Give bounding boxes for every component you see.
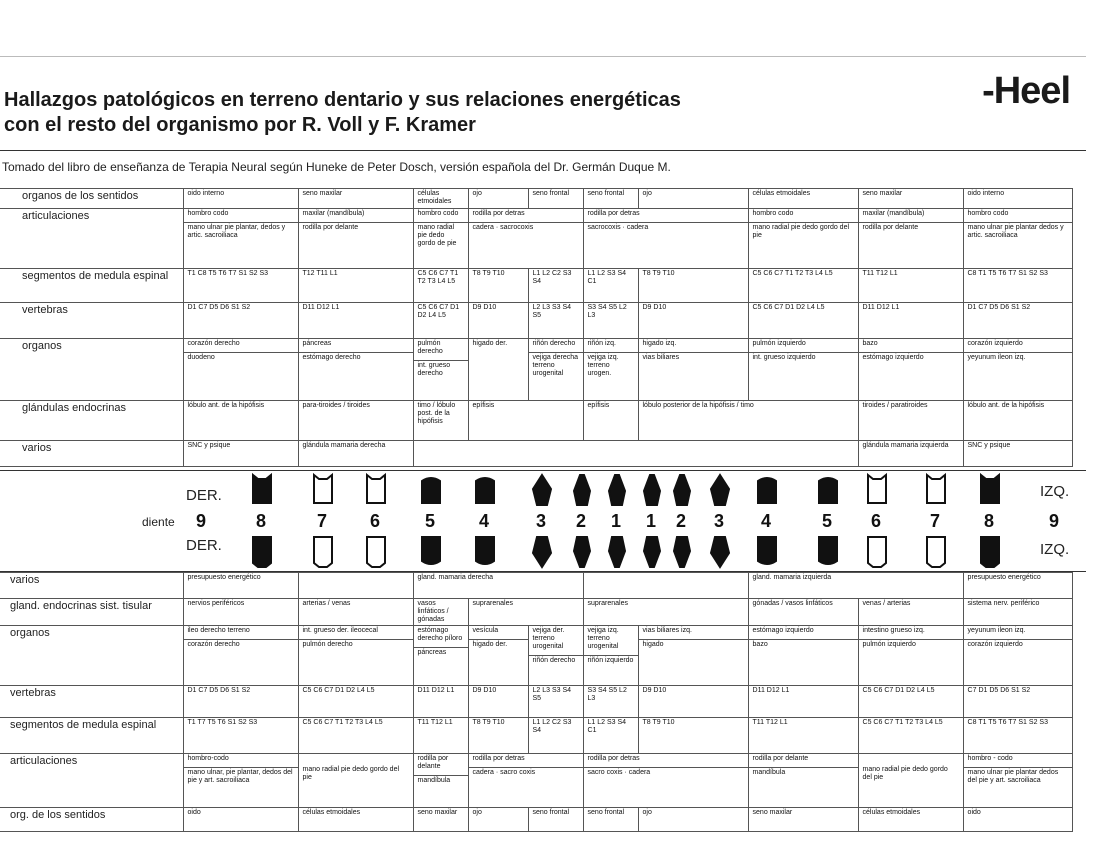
tooth-number: 9 bbox=[1049, 511, 1060, 531]
tooth-number: 5 bbox=[425, 511, 436, 531]
cell: ojo bbox=[638, 808, 748, 832]
tooth-icon bbox=[533, 537, 551, 567]
cell-a: tiroides bbox=[862, 402, 886, 409]
cell: lóbulo posterior de la hipófisis / timo bbox=[638, 401, 858, 441]
cell-b: riñón izquierdo bbox=[584, 655, 638, 666]
cell: D11 D12 L1 bbox=[748, 686, 858, 718]
cell-a: páncreas bbox=[302, 340, 332, 347]
tooth-icon bbox=[367, 475, 385, 503]
cell-a: intestino grueso izq. bbox=[862, 627, 925, 634]
cell: seno frontal bbox=[528, 808, 583, 832]
cell-a: vejiga der. terreno urogenital bbox=[532, 627, 565, 650]
cell bbox=[183, 754, 298, 808]
cell: D9 D10 bbox=[468, 686, 528, 718]
cell-b: mano radial pie dedo gordo del pie bbox=[749, 222, 858, 241]
cell-b: mano ulnar pie plantar dedos y artic. sacroiliaca bbox=[964, 222, 1072, 241]
cell: seno maxilar bbox=[858, 189, 963, 209]
cell bbox=[583, 209, 748, 269]
cell: seno frontal bbox=[583, 189, 638, 209]
cell: ojo bbox=[468, 189, 528, 209]
row-label-vertebras-lower: vertebras bbox=[0, 686, 183, 718]
cell: ojo bbox=[638, 189, 748, 209]
cell bbox=[963, 626, 1072, 686]
heel-logo: -Heel bbox=[982, 70, 1070, 112]
cell-b: vasos linfáticos bbox=[785, 600, 833, 607]
tooth-number: 7 bbox=[930, 511, 941, 531]
upper-table bbox=[0, 188, 1073, 467]
cell: D11 D12 L1 bbox=[298, 303, 413, 339]
tooth-number: 2 bbox=[676, 511, 687, 531]
cell: seno maxilar bbox=[413, 808, 468, 832]
cell bbox=[583, 339, 638, 401]
row-label-articulaciones: articulaciones bbox=[0, 209, 183, 269]
cell-a: timo bbox=[417, 402, 431, 409]
cell bbox=[183, 209, 298, 269]
cell bbox=[413, 339, 468, 401]
cell: vasos linfáticos / gónadas bbox=[413, 599, 468, 626]
cell bbox=[528, 339, 583, 401]
cell: sistema nerv. periférico bbox=[963, 599, 1072, 626]
cell-a: rodilla por detras bbox=[472, 755, 525, 762]
cell-a: vesícula bbox=[472, 627, 499, 634]
cell: L1 L2 S3 S4 C1 bbox=[583, 269, 638, 303]
cell-b: pulmón derecho bbox=[299, 639, 413, 650]
der-label-top: DER. bbox=[186, 487, 222, 504]
cell: suprarenales bbox=[468, 599, 583, 626]
cell: T8 T9 T10 bbox=[468, 718, 528, 754]
cell bbox=[298, 209, 413, 269]
tooth-icon bbox=[927, 537, 945, 567]
row-label-glandulas: glándulas endocrinas bbox=[0, 401, 183, 441]
tooth-icon bbox=[253, 475, 271, 503]
cell-a: hombro codo bbox=[752, 210, 794, 217]
tooth-icon bbox=[422, 537, 440, 564]
divider bbox=[0, 150, 1086, 151]
cell-b2: sacro coxis bbox=[500, 769, 536, 776]
row-label-segmentos: segmentos de medula espinal bbox=[0, 269, 183, 303]
cell-a: maxilar (mandíbula) bbox=[862, 210, 925, 217]
row-label-organos: organos bbox=[0, 339, 183, 401]
cell-a: bazo bbox=[862, 340, 878, 347]
cell-a: vasos linfáticos bbox=[417, 600, 445, 615]
cell-b: cadera · sacrocoxis bbox=[469, 222, 583, 233]
cell bbox=[413, 626, 468, 686]
cell: C5 C6 C7 T1 T2 T3 L4 L5 bbox=[858, 718, 963, 754]
cell bbox=[583, 626, 638, 686]
cell-b: int. grueso izquierdo bbox=[749, 352, 858, 363]
cell: glándula mamaria derecha bbox=[298, 441, 413, 467]
tooth-icon bbox=[868, 537, 886, 567]
title-line-1: Hallazgos patológicos en terreno dentario y sus relaciones energéticas bbox=[4, 89, 681, 111]
cell-b: vejiga derecha terreno urogenital bbox=[529, 352, 583, 379]
cell: tiroides / paratiroides bbox=[858, 401, 963, 441]
cell: S3 S4 S5 L2 L3 bbox=[583, 686, 638, 718]
tooth-icon bbox=[253, 537, 271, 567]
cell-b: corazón izquierdo bbox=[964, 639, 1072, 650]
tooth-icon bbox=[644, 475, 660, 505]
tooth-icon bbox=[367, 537, 385, 567]
cell-b: rodilla por delante bbox=[299, 222, 413, 233]
cell-a: venas bbox=[862, 600, 882, 607]
cell: timo / lóbulo post. de la hipófisis bbox=[413, 401, 468, 441]
diente-label: diente bbox=[142, 515, 175, 529]
cell: glándula mamaria izquierda bbox=[858, 441, 963, 467]
cell: oido interno bbox=[963, 189, 1072, 209]
cell: C8 T1 T5 T6 T7 S1 S2 S3 bbox=[963, 269, 1072, 303]
cell: L2 L3 S3 S4 S5 bbox=[528, 686, 583, 718]
cell: gland. mamaria derecha bbox=[413, 573, 583, 599]
tooth-number: 8 bbox=[984, 511, 995, 531]
tooth-icon bbox=[314, 537, 332, 567]
tooth-number: 9 bbox=[196, 511, 207, 531]
cell bbox=[468, 209, 583, 269]
cell: presupuesto energético bbox=[183, 573, 298, 599]
cell: epífisis bbox=[583, 401, 638, 441]
cell-a: corazón derecho bbox=[187, 340, 240, 347]
cell-b2: cadera bbox=[626, 224, 649, 231]
row-label-glandulas-lower: gland. endocrinas sist. tisular bbox=[0, 599, 183, 626]
cell-a: hombro-codo bbox=[187, 755, 229, 762]
cell bbox=[963, 209, 1072, 269]
izq-label-bottom: IZQ. bbox=[1040, 541, 1070, 558]
row-label-vertebras: vertebras bbox=[0, 303, 183, 339]
cell bbox=[638, 626, 748, 686]
cell-b1: sacrocoxis bbox=[587, 224, 621, 231]
cell: L2 L3 S3 S4 S5 bbox=[528, 303, 583, 339]
tooth-icon bbox=[533, 475, 551, 505]
cell: C5 C6 C7 D1 D2 L4 L5 bbox=[858, 686, 963, 718]
cell: SNC y psique bbox=[183, 441, 298, 467]
cell bbox=[858, 626, 963, 686]
cell-b: mandíbula bbox=[414, 775, 468, 786]
tooth-icon bbox=[644, 537, 660, 567]
cell-a: corazón izquierdo bbox=[967, 340, 1023, 347]
cell-b: páncreas bbox=[414, 647, 468, 658]
page-title bbox=[4, 88, 681, 138]
cell-a: rodilla por delante bbox=[752, 755, 809, 762]
cell-a: vias biliares izq. bbox=[642, 627, 692, 634]
cell: T11 T12 L1 bbox=[748, 718, 858, 754]
cell-a: hombro codo bbox=[967, 210, 1009, 217]
tooth-icon bbox=[711, 475, 729, 505]
cell: C5 C6 C7 D1 D2 L4 L5 bbox=[298, 686, 413, 718]
cell: D1 C7 D5 D6 S1 S2 bbox=[963, 303, 1072, 339]
cell: para-tiroides / tiroides bbox=[298, 401, 413, 441]
tooth-icon bbox=[574, 537, 590, 567]
cell bbox=[298, 573, 413, 599]
cell-a: yeyunum ileon izq. bbox=[967, 627, 1026, 634]
tooth-icon bbox=[981, 475, 999, 503]
cell-b: estómago derecho bbox=[299, 352, 413, 363]
cell: C5 C6 C7 D1 D2 L4 L5 bbox=[748, 303, 858, 339]
cell-b: mano radial pie dedo gordo del pie bbox=[862, 766, 948, 781]
cell-b: mano radial pie dedo gordo de pie bbox=[414, 222, 468, 249]
cell-b: sacro coxis · cadera bbox=[584, 767, 748, 778]
cell: células etmoidales bbox=[858, 808, 963, 832]
cell-b: cadera · sacro coxis bbox=[469, 767, 583, 778]
tooth-number: 8 bbox=[256, 511, 267, 531]
cell-a: vejiga izq. terreno urogenital bbox=[587, 627, 619, 650]
tooth-icon bbox=[819, 478, 837, 503]
cell bbox=[298, 339, 413, 401]
cell: D9 D10 bbox=[468, 303, 528, 339]
izq-label-top: IZQ. bbox=[1040, 483, 1070, 500]
cell: seno maxilar bbox=[298, 189, 413, 209]
teeth-drawings bbox=[0, 471, 1086, 571]
tooth-number: 3 bbox=[536, 511, 547, 531]
cell: T11 T12 L1 bbox=[858, 269, 963, 303]
cell-b2: cadera bbox=[628, 769, 651, 776]
tooth-icon bbox=[981, 537, 999, 567]
cell bbox=[183, 626, 298, 686]
cell-a: rodilla por detras bbox=[587, 755, 640, 762]
tooth-number: 4 bbox=[761, 511, 772, 531]
tooth-number: 1 bbox=[611, 511, 622, 531]
row-label-sentidos-lower: org. de los sentidos bbox=[0, 808, 183, 832]
cell: C5 C6 C7 T1 T2 T3 L4 L5 bbox=[748, 269, 858, 303]
cell bbox=[748, 339, 858, 401]
cell-a: riñón izq. bbox=[587, 340, 616, 347]
cell-b: estómago izquierdo bbox=[859, 352, 963, 363]
tooth-icon bbox=[476, 478, 494, 503]
tooth-icon bbox=[711, 537, 729, 567]
cell-a: estómago derecho píloro bbox=[417, 627, 463, 642]
cell-a: para-tiroides bbox=[302, 402, 342, 409]
tooth-icon bbox=[927, 475, 945, 503]
cell-b1: sacro coxis bbox=[587, 769, 623, 776]
tooth-number: 6 bbox=[370, 511, 381, 531]
cell: ojo bbox=[468, 808, 528, 832]
cell: T8 T9 T10 bbox=[638, 269, 748, 303]
cell bbox=[528, 626, 583, 686]
cell: lóbulo ant. de la hipófisis bbox=[183, 401, 298, 441]
cell-b: bazo bbox=[749, 639, 858, 650]
cell: T1 T7 T5 T6 S1 S2 S3 bbox=[183, 718, 298, 754]
tooth-icon bbox=[609, 537, 625, 567]
cell bbox=[298, 626, 413, 686]
subtitle: Tomado del libro de enseñanza de Terapia Neural según Huneke de Peter Dosch, versión española del Dr. Germán Duque M. bbox=[2, 160, 671, 174]
tooth-number: 6 bbox=[871, 511, 882, 531]
cell-b: mano ulnar, pie plantar, dedos del pie y art. sacroiliaca bbox=[184, 767, 298, 786]
cell-b: int. grueso derecho bbox=[414, 360, 468, 379]
cell bbox=[183, 339, 298, 401]
cell-a: gónadas bbox=[752, 600, 780, 607]
cell: D1 C7 D5 D6 S1 S2 bbox=[183, 303, 298, 339]
cell-a: lóbulo posterior de la hipófisis bbox=[642, 402, 735, 409]
cell-b: paratiroides bbox=[890, 402, 928, 409]
cell-b: venas bbox=[331, 600, 351, 607]
cell bbox=[963, 754, 1072, 808]
tooth-number: 4 bbox=[479, 511, 490, 531]
cell bbox=[858, 754, 963, 808]
cell: T8 T9 T10 bbox=[468, 269, 528, 303]
cell: L1 L2 S3 S4 C1 bbox=[583, 718, 638, 754]
cell-b: mandíbula bbox=[749, 767, 858, 778]
cell bbox=[638, 339, 748, 401]
cell bbox=[858, 339, 963, 401]
cell bbox=[583, 754, 748, 808]
cell: oido bbox=[963, 808, 1072, 832]
cell-a: ileo derecho terreno bbox=[187, 627, 250, 634]
cell-a: hombro codo bbox=[187, 210, 229, 217]
cell-b2: sacrocoxis bbox=[500, 224, 534, 231]
cell: C5 C6 C7 T1 T2 T3 L4 L5 bbox=[298, 718, 413, 754]
cell bbox=[413, 209, 468, 269]
row-label-articulaciones-lower: articulaciones bbox=[0, 754, 183, 808]
cell: D9 D10 bbox=[638, 686, 748, 718]
tooth-icon bbox=[758, 537, 776, 564]
teeth-section bbox=[0, 470, 1086, 572]
cell: D9 D10 bbox=[638, 303, 748, 339]
cell: SNC y psique bbox=[963, 441, 1072, 467]
cell bbox=[468, 626, 528, 686]
tooth-icon bbox=[674, 537, 690, 567]
der-label-bottom: DER. bbox=[186, 537, 222, 554]
cell-a: riñón derecho bbox=[532, 340, 576, 347]
cell-b: rodilla por delante bbox=[859, 222, 963, 233]
tooth-number: 7 bbox=[317, 511, 328, 531]
cell-b: sacrocoxis · cadera bbox=[584, 222, 748, 233]
tooth-icon bbox=[314, 475, 332, 503]
cell: T12 T11 L1 bbox=[298, 269, 413, 303]
cell-a: estómago izquierdo bbox=[752, 627, 814, 634]
cell: seno maxilar bbox=[748, 808, 858, 832]
tooth-icon bbox=[868, 475, 886, 503]
cell-b: gónadas bbox=[417, 616, 445, 623]
cell-a: arterias bbox=[302, 600, 326, 607]
tooth-icon bbox=[758, 478, 776, 503]
cell-b: duodeno bbox=[184, 352, 298, 363]
cell-a: pulmón izquierdo bbox=[752, 340, 806, 347]
row-label-varios-lower: varios bbox=[0, 573, 183, 599]
row-label-sentidos: organos de los sentidos bbox=[0, 189, 183, 209]
cell: gónadas / vasos linfáticos bbox=[748, 599, 858, 626]
cell: epífisis bbox=[468, 401, 583, 441]
cell: células etmoidales bbox=[748, 189, 858, 209]
cell bbox=[748, 626, 858, 686]
cell bbox=[468, 754, 583, 808]
cell-b: corazón derecho bbox=[184, 639, 298, 650]
cell: gland. mamaria izquierda bbox=[748, 573, 963, 599]
tooth-icon bbox=[574, 475, 590, 505]
cell-a: hombro codo bbox=[417, 210, 459, 217]
title-line-2: con el resto del organismo por R. Voll y F. Kramer bbox=[4, 114, 476, 136]
cell: L1 L2 C2 S3 S4 bbox=[528, 269, 583, 303]
cell: arterias / venas bbox=[298, 599, 413, 626]
cell: T11 T12 L1 bbox=[413, 718, 468, 754]
cell bbox=[858, 209, 963, 269]
cell: células etmoidales bbox=[413, 189, 468, 209]
cell bbox=[298, 754, 413, 808]
cell bbox=[748, 754, 858, 808]
cell: C5 C6 C7 D1 D2 L4 L5 bbox=[413, 303, 468, 339]
cell-a: int. grueso der. ileocecal bbox=[302, 627, 378, 634]
cell: C8 T1 T5 T6 T7 S1 S2 S3 bbox=[963, 718, 1072, 754]
lower-table bbox=[0, 572, 1073, 832]
cell-b: mano ulnar pie plantar dedos del pie y art. sacroiliaca bbox=[964, 767, 1072, 786]
cell: D11 D12 L1 bbox=[413, 686, 468, 718]
cell-a: pulmón derecho bbox=[417, 340, 443, 355]
tooth-icon bbox=[422, 478, 440, 503]
row-label-organos-lower: organos bbox=[0, 626, 183, 686]
cell-b: mano radial pie dedo gordo del pie bbox=[302, 766, 400, 781]
cell: seno frontal bbox=[583, 808, 638, 832]
cell: D1 C7 D5 D6 S1 S2 bbox=[183, 686, 298, 718]
cell bbox=[963, 339, 1072, 401]
cell: oido interno bbox=[183, 189, 298, 209]
cell: T1 C8 T5 T6 T7 S1 S2 S3 bbox=[183, 269, 298, 303]
cell-b: pulmón izquierdo bbox=[859, 639, 963, 650]
cell-b: riñón derecho bbox=[529, 655, 583, 666]
cell: L1 L2 C2 S3 S4 bbox=[528, 718, 583, 754]
tooth-icon bbox=[674, 475, 690, 505]
cell: S3 S4 S5 L2 L3 bbox=[583, 303, 638, 339]
cell-b1: cadera bbox=[472, 769, 494, 776]
cell-a: maxilar (mandíbula) bbox=[302, 210, 365, 217]
tooth-icon bbox=[476, 537, 494, 564]
cell: oido bbox=[183, 808, 298, 832]
cell-b: yeyunum ileon izq. bbox=[964, 352, 1072, 363]
row-label-segmentos-lower: segmentos de medula espinal bbox=[0, 718, 183, 754]
cell: células etmoidales bbox=[298, 808, 413, 832]
cell-b: lóbulo post. de la hipófisis bbox=[417, 402, 456, 425]
cell: T8 T9 T10 bbox=[638, 718, 748, 754]
cell-a: higado izq. bbox=[642, 340, 677, 347]
cell: nervios periféricos bbox=[183, 599, 298, 626]
cell: suprarenales bbox=[583, 599, 748, 626]
cell-a: rodilla por detras bbox=[472, 210, 525, 217]
tooth-number: 3 bbox=[714, 511, 725, 531]
cell bbox=[413, 441, 858, 467]
cell-b: timo bbox=[740, 402, 754, 409]
cell bbox=[748, 209, 858, 269]
cell-b1: cadera bbox=[472, 224, 494, 231]
tooth-number: 5 bbox=[822, 511, 833, 531]
cell: D11 D12 L1 bbox=[858, 303, 963, 339]
cell: seno frontal bbox=[528, 189, 583, 209]
cell-a: rodilla por delante bbox=[417, 755, 449, 770]
tooth-number: 1 bbox=[646, 511, 657, 531]
cell-b: mano ulnar pie plantar, dedos y artic. sacroiliaca bbox=[184, 222, 298, 241]
tooth-number: 2 bbox=[576, 511, 587, 531]
cell-b: arterias bbox=[887, 600, 911, 607]
cell: venas / arterias bbox=[858, 599, 963, 626]
row-label-varios: varios bbox=[0, 441, 183, 467]
cell-b: higado bbox=[639, 639, 748, 650]
tooth-icon bbox=[819, 537, 837, 564]
cell-b: higado der. bbox=[469, 639, 528, 650]
cell bbox=[583, 573, 748, 599]
cell-b: vias biliares bbox=[639, 352, 748, 363]
cell-a: rodilla por detras bbox=[587, 210, 640, 217]
cell bbox=[468, 339, 528, 401]
cell: C5 C6 C7 T1 T2 T3 L4 L5 bbox=[413, 269, 468, 303]
cell-a: hombro - codo bbox=[967, 755, 1013, 762]
cell bbox=[413, 754, 468, 808]
cell: presupuesto energético bbox=[963, 573, 1072, 599]
tooth-icon bbox=[609, 475, 625, 505]
cell: C7 D1 D5 D6 S1 S2 bbox=[963, 686, 1072, 718]
cell: lóbulo ant. de la hipófisis bbox=[963, 401, 1072, 441]
cell-b: tiroides bbox=[347, 402, 370, 409]
cell-a: higado der. bbox=[472, 340, 508, 347]
cell-b: vejiga izq. terreno urogen. bbox=[584, 352, 638, 379]
